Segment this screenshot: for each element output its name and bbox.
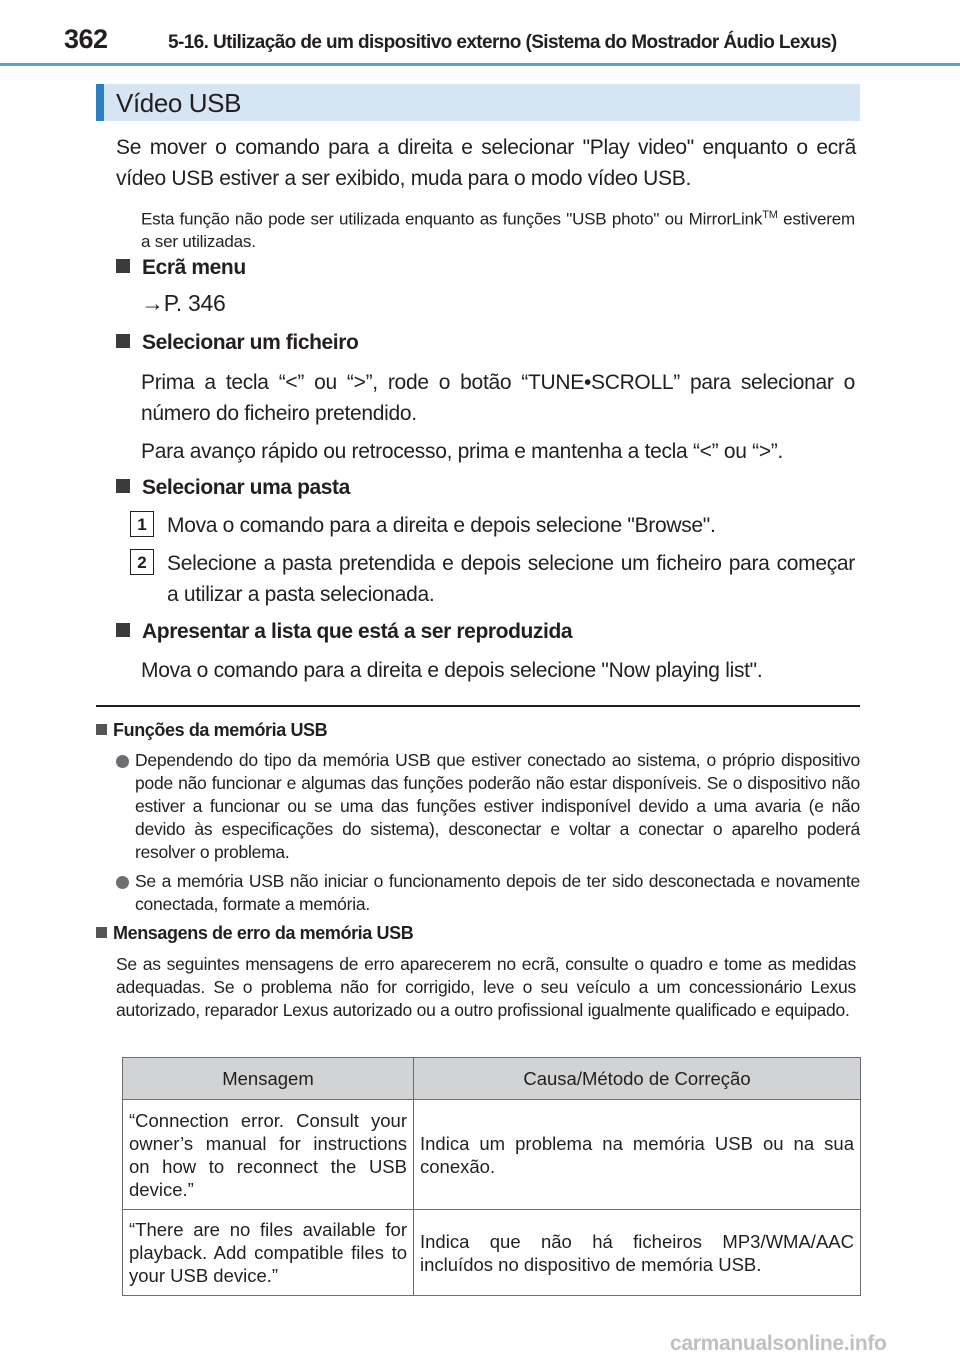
heading-select-folder-text: Selecionar uma pasta [142, 476, 350, 499]
table-header-row [123, 1058, 861, 1100]
table-row [123, 1210, 861, 1296]
round-bullet-icon [116, 876, 129, 889]
error-messages-text: Se as seguintes mensagens de erro aparecerem no ecrã, consulte o quadro e tome as medidas adequadas. Se o problema não for corrigido, leve o seu veículo a um concessionário Lexus autorizado, reparador Lexus autorizado ou a outro profissional igualmente qualificado e equipado. [116, 954, 856, 1020]
step-number-2: 2 [130, 549, 154, 575]
square-bullet-icon [116, 259, 130, 273]
step-2-text: Selecione a pasta pretendida e depois selecione um ficheiro para começar a utilizar a pasta selecionada. [167, 552, 855, 606]
heading-playing-list-text: Apresentar a lista que está a ser reproduzida [142, 620, 573, 643]
table-row [123, 1100, 861, 1210]
heading-select-file [116, 331, 358, 355]
note-bullet-2: Se a memória USB não iniciar o funcionamento depois de ter sido desconectada e novamente conectada, formate a memória. [135, 871, 860, 914]
table-cell-cause: Indica que não há ficheiros MP3/WMA/AAC incluídos no dispositivo de memória USB. [414, 1210, 861, 1296]
section-title-bar [96, 84, 860, 121]
square-bullet-icon [116, 623, 130, 637]
square-bullet-icon [116, 334, 130, 348]
table-cell-message: “There are no files available for playback. Add compatible files to your USB device.” [123, 1210, 414, 1296]
column-header-cause: Causa/Método de Correção [414, 1058, 861, 1100]
trademark-sup: TM [762, 209, 778, 221]
section-divider [96, 705, 860, 707]
usage-note [141, 204, 855, 253]
note-bullet-1: Dependendo do tipo da memória USB que estiver conectado ao sistema, o próprio dispositivo pode não funcionar e algumas das funções poderão não estar disponíveis. Se o dispositivo não estiver a funcionar ou se uma das funções estiver indisponível devido a uma avaria (e não devido às especificações do sistema), desconectar e voltar a conectar o aparelho poderá resolver o problema. [135, 750, 860, 862]
table-cell-message: “Connection error. Consult your owner’s manual for instructions on how to reconnect the USB device.” [123, 1100, 414, 1210]
note-heading-usb-functions [96, 720, 327, 741]
section-title: Vídeo USB [116, 88, 242, 118]
heading-playing-list [116, 620, 572, 644]
usage-note-part1: Esta função não pode ser utilizada enquanto as funções "USB photo" ou MirrorLink [141, 209, 763, 229]
fast-forward-text: Para avanço rápido ou retrocesso, prima e mantenha a tecla “<” ou “>”. [141, 440, 784, 463]
step-number-1: 1 [130, 511, 154, 537]
round-bullet-icon [116, 755, 129, 768]
square-bullet-icon [116, 479, 130, 493]
section-accent [96, 84, 104, 121]
select-file-text: Prima a tecla “<” ou “>”, rode o botão “TUNE•SCROLL” para selecionar o número do ficheiro pretendido. [141, 371, 855, 425]
usage-note-part2: estiverem a ser utilizadas. [141, 209, 855, 251]
column-header-message: Mensagem [123, 1058, 414, 1100]
heading-screen-menu [116, 256, 246, 280]
note-heading-error-messages-text: Mensagens de erro da memória USB [113, 923, 414, 943]
square-bullet-icon [96, 724, 107, 735]
header-rule [0, 63, 960, 66]
heading-screen-menu-text: Ecrã menu [142, 256, 246, 279]
square-bullet-icon [96, 927, 107, 938]
page-reference-link[interactable]: →P. 346 [141, 290, 226, 316]
page-number: 362 [64, 24, 108, 54]
error-message-table [122, 1057, 861, 1296]
chapter-title: 5-16. Utilização de um dispositivo externo (Sistema do Mostrador Áudio Lexus) [168, 32, 837, 53]
playing-list-text: Mova o comando para a direita e depois selecione "Now playing list". [141, 659, 763, 682]
note-heading-usb-functions-text: Funções da memória USB [113, 720, 328, 740]
heading-select-folder [116, 476, 350, 500]
table-cell-cause: Indica um problema na memória USB ou na sua conexão. [414, 1100, 861, 1210]
heading-select-file-text: Selecionar um ficheiro [142, 331, 359, 354]
step-1-text: Mova o comando para a direita e depois selecione "Browse". [167, 514, 716, 537]
intro-paragraph: Se mover o comando para a direita e selecionar "Play video" enquanto o ecrã vídeo USB estiver a ser exibido, muda para o modo vídeo USB. [116, 136, 856, 190]
note-heading-error-messages [96, 923, 413, 944]
watermark: carmanualsonline.info [670, 1332, 887, 1355]
page-header [0, 0, 960, 66]
